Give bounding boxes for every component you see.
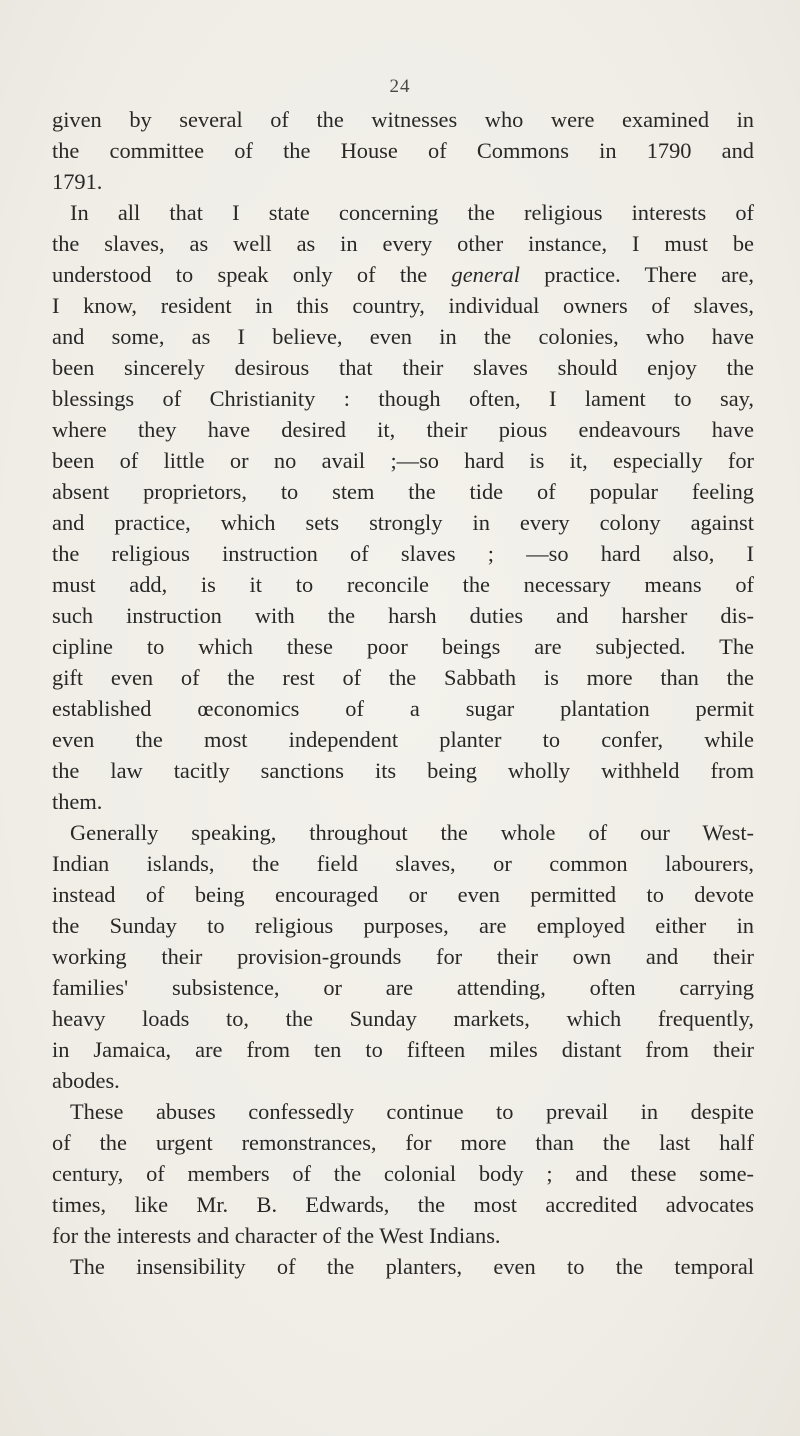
- text-line: I know, resident in this country, individual owners of slaves,: [52, 293, 754, 318]
- text-line: instead of being encouraged or even permitted to devote: [52, 882, 754, 907]
- text-line: established œconomics of a sugar plantation permit: [52, 696, 754, 721]
- text-line: the law tacitly sanctions its being wholly withheld from: [52, 758, 754, 783]
- text-line: families' subsistence, or are attending, often carrying: [52, 975, 754, 1000]
- text-line: in Jamaica, are from ten to fifteen miles distant from their: [52, 1037, 754, 1062]
- text-line: and some, as I believe, even in the colonies, who have: [52, 324, 754, 349]
- text-line: must add, is it to reconcile the necessary means of: [52, 572, 754, 597]
- text-line: such instruction with the harsh duties and harsher dis-: [52, 603, 754, 628]
- text-line: for the interests and character of the West Indians.: [52, 1223, 501, 1248]
- text-line: gift even of the rest of the Sabbath is more than the: [52, 665, 754, 690]
- text-line: These abuses confessedly continue to prevail in despite: [70, 1099, 754, 1124]
- text-line: the religious instruction of slaves ; —so hard also, I: [52, 541, 754, 566]
- paragraph: [52, 1096, 754, 1251]
- body-text: [52, 104, 754, 1282]
- text-line: blessings of Christianity : though often, I lament to say,: [52, 386, 754, 411]
- text-line: cipline to which these poor beings are subjected. The: [52, 634, 754, 659]
- text-line: Generally speaking, throughout the whole of our West-: [70, 820, 754, 845]
- text-line: century, of members of the colonial body ; and these some-: [52, 1161, 754, 1186]
- text-line: given by several of the witnesses who were examined in: [52, 107, 754, 132]
- text-line: even the most independent planter to confer, while: [52, 727, 754, 752]
- paragraph: [52, 1251, 754, 1282]
- text-line: absent proprietors, to stem the tide of popular feeling: [52, 479, 754, 504]
- text-line: heavy loads to, the Sunday markets, which frequently,: [52, 1006, 754, 1031]
- text-line: In all that I state concerning the religious interests of: [70, 200, 754, 225]
- text-line: working their provision-grounds for their own and their: [52, 944, 754, 969]
- text-line: and practice, which sets strongly in every colony against: [52, 510, 754, 535]
- paragraph: [52, 197, 754, 817]
- paragraph: [52, 817, 754, 1096]
- text-line: the slaves, as well as in every other instance, I must be: [52, 231, 754, 256]
- text-line: been of little or no avail ;—so hard is it, especially for: [52, 448, 754, 473]
- text-line: been sincerely desirous that their slaves should enjoy the: [52, 355, 754, 380]
- text-line: them.: [52, 789, 103, 814]
- text-line: abodes.: [52, 1068, 120, 1093]
- page-number: 24: [389, 76, 411, 97]
- text-line: the Sunday to religious purposes, are employed either in: [52, 913, 754, 938]
- text-line: understood to speak only of the general practice. There are,: [52, 262, 754, 287]
- text-line: Indian islands, the field slaves, or common labourers,: [52, 851, 754, 876]
- text-line: where they have desired it, their pious endeavours have: [52, 417, 754, 442]
- text-line: the committee of the House of Commons in 1790 and: [52, 138, 754, 163]
- paragraph: [52, 104, 754, 197]
- text-line: The insensibility of the planters, even to the temporal: [70, 1254, 754, 1279]
- text-line: times, like Mr. B. Edwards, the most accredited advocates: [52, 1192, 754, 1217]
- text-line: of the urgent remonstrances, for more than the last half: [52, 1130, 754, 1155]
- text-line: 1791.: [52, 169, 103, 194]
